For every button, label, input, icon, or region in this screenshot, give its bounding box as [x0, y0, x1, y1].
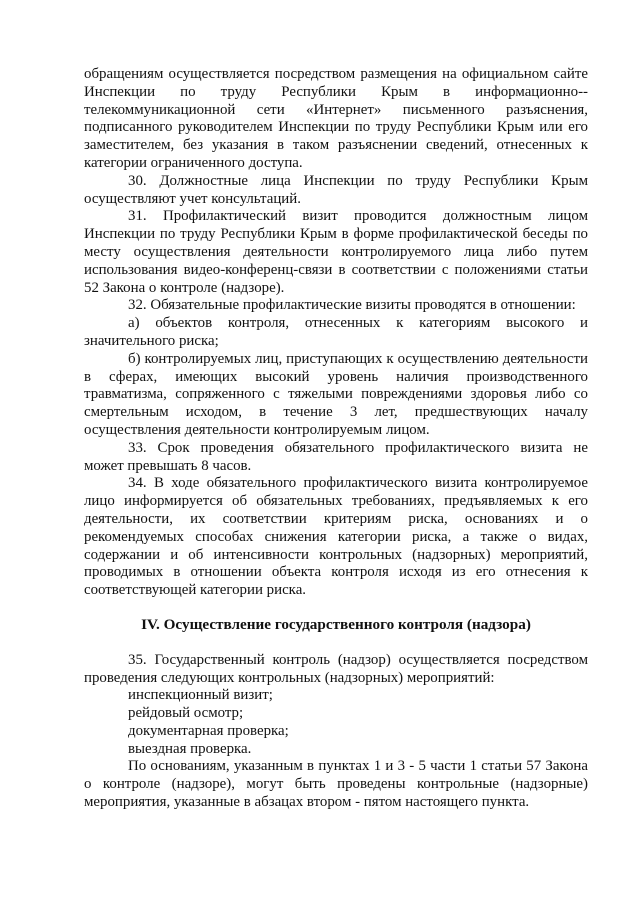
paragraph-33: 33. Срок проведения обязательного профилактического визита не может превышать 8 часов.	[84, 439, 588, 474]
list-item: документарная проверка;	[128, 722, 289, 739]
paragraph-intro: обращениям осуществляется посредством размещения на официальном сайте Инспекции по труду Республики Крым в информационно--телекоммуникационной сети «Интернет» письменного разъяснения, подписанного руководителем Инспекции по труду Республики Крым или его заместителем, без указания в таком разъяснении сведений, отнесенных к категории ограниченного доступа.	[84, 66, 588, 171]
paragraph-32-a: а) объектов контроля, отнесенных к категориям высокого и значительного риска;	[84, 315, 588, 349]
paragraph-31: 31. Профилактический визит проводится должностным лицом Инспекции по труду Республики Крым в форме профилактической беседы по месту осуществления деятельности контролируемого лица либо путем использования видео-конференц-связи в соответствии с положениями статьи 52 Закона о контроле (надзоре).	[84, 208, 588, 296]
paragraph-34: 34. В ходе обязательного профилактического визита контролируемое лицо информируется об обязательных требованиях, предъявляемых к его деятельности, их соответствии критериям риска, основаниях и о рекомендуемых способах снижения категории риска, а также о видах, содержании и об интенсивности контрольных (надзорных) мероприятий, проводимых в отношении объекта контроля исходя из его отнесения к соответствующей категории риска.	[84, 475, 588, 599]
paragraph-35: 35. Государственный контроль (надзор) осуществляется посредством проведения следующих контрольных (надзорных) мероприятий:	[84, 651, 588, 686]
section-heading: IV. Осуществление государственного контроля (надзора)	[141, 615, 531, 633]
paragraph-32: 32. Обязательные профилактические визиты проводятся в отношении:	[128, 297, 576, 314]
paragraph-30: 30. Должностные лица Инспекции по труду Республики Крым осуществляют учет консультаций.	[84, 172, 588, 207]
paragraph-32-b: б) контролируемых лиц, приступающих к осуществлению деятельности в сферах, имеющих высокий уровень наличия производственного травматизма, сопряженного с тяжелыми повреждениями здоровья либо со смертельным исходом, в течение 3 лет, предшествующих началу осуществления деятельности контролируемым лицом.	[84, 350, 588, 438]
list-item: инспекционный визит;	[128, 687, 273, 704]
list-item: выездная проверка.	[128, 740, 252, 757]
paragraph-35-tail: По основаниям, указанным в пунктах 1 и 3 - 5 части 1 статьи 57 Закона о контроле (надзоре), могут быть проведены контрольные (надзорные) мероприятия, указанные в абзацах втором - пятом настоящего пункта.	[84, 758, 588, 811]
document-body	[84, 66, 588, 812]
list-item: рейдовый осмотр;	[128, 705, 244, 722]
